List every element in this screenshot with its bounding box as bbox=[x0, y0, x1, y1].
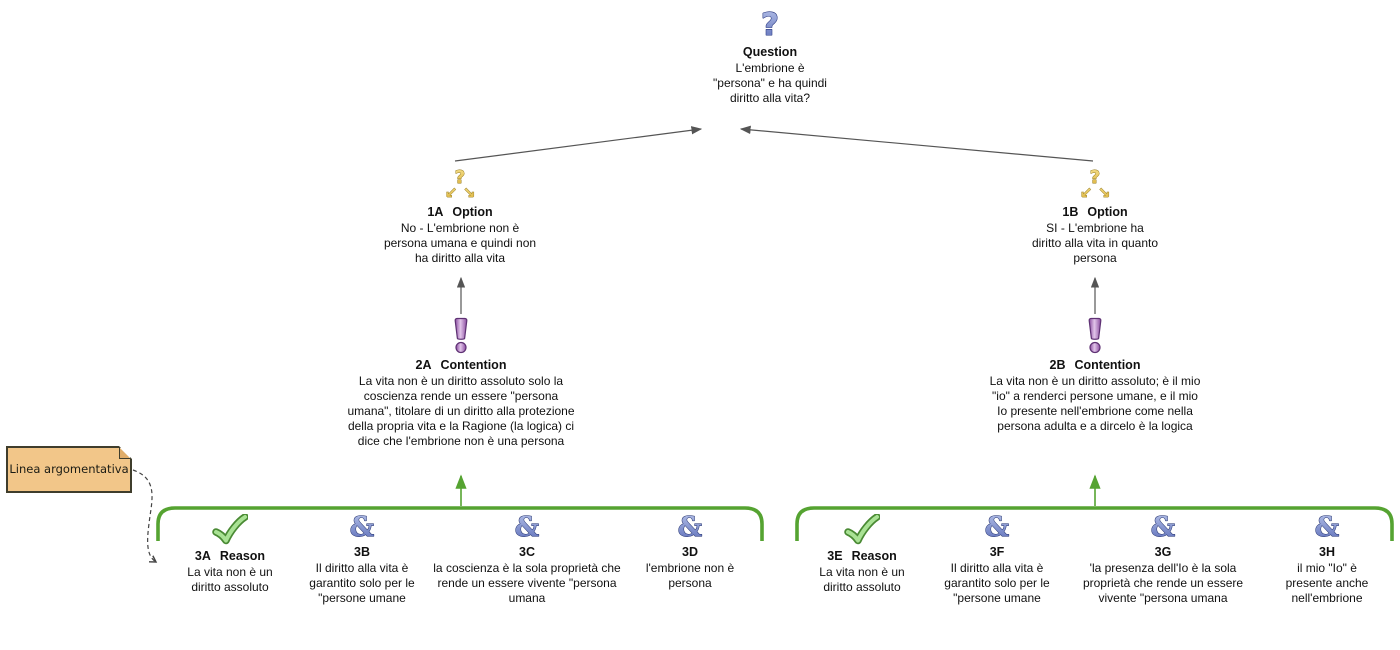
node-text: il mio "Io" è presente anche nell'embrione bbox=[1285, 561, 1369, 605]
option-icon bbox=[1078, 166, 1112, 202]
node-text: SI - L'embrione ha diritto alla vita in quanto persona bbox=[1031, 221, 1159, 265]
node-id: 3B bbox=[354, 545, 370, 559]
node-reason-3b[interactable] bbox=[300, 510, 424, 606]
svg-text:&: & bbox=[349, 512, 375, 542]
node-header bbox=[1319, 545, 1335, 559]
node-id: 3G bbox=[1154, 545, 1172, 559]
node-header bbox=[427, 205, 492, 219]
node-type-label: Reason bbox=[851, 549, 897, 563]
node-id: 2A bbox=[415, 358, 432, 372]
svg-text:&: & bbox=[514, 512, 540, 542]
and-icon bbox=[983, 510, 1011, 542]
node-text: Il diritto alla vita è garantito solo per le "persone umane bbox=[944, 561, 1050, 605]
node-contention-2a[interactable] bbox=[345, 317, 577, 449]
node-id: 3D bbox=[682, 545, 698, 559]
node-header bbox=[195, 549, 265, 563]
svg-text:&: & bbox=[1314, 512, 1340, 542]
and-icon bbox=[513, 510, 541, 542]
option-icon bbox=[443, 166, 477, 202]
node-type-label: Option bbox=[1087, 205, 1128, 219]
node-id: 1A bbox=[427, 205, 444, 219]
contention-exclamation-icon bbox=[452, 317, 470, 355]
node-text: l'embrione non è persona bbox=[645, 561, 735, 590]
check-icon bbox=[844, 514, 880, 546]
svg-text:&: & bbox=[984, 512, 1010, 542]
svg-text:?: ? bbox=[1089, 167, 1101, 188]
svg-text:&: & bbox=[1150, 512, 1176, 542]
svg-text:&: & bbox=[677, 512, 703, 542]
node-header bbox=[1155, 545, 1172, 559]
node-header bbox=[519, 545, 535, 559]
node-type-label: Reason bbox=[219, 549, 266, 563]
note-text: Linea argomentativa bbox=[9, 462, 129, 476]
svg-text:↘: ↘ bbox=[462, 184, 476, 202]
node-header bbox=[827, 549, 896, 563]
and-icon bbox=[1313, 510, 1341, 542]
node-text: No - L'embrione non è persona umana e quindi non ha diritto alla vita bbox=[383, 221, 537, 265]
node-text: La vita non è un diritto assoluto bbox=[819, 565, 905, 594]
node-text: La vita non è un diritto assoluto; è il mio "io" a renderci persone umane, e il mio Io presente nell'embrione come nella persona adulta e a dircelo è la logica bbox=[989, 374, 1201, 433]
node-option-1a[interactable] bbox=[379, 166, 541, 266]
svg-text:?: ? bbox=[761, 7, 779, 42]
edge-option1a-question bbox=[455, 129, 701, 161]
node-text: la coscienza è la sola proprietà che rende un essere vivente "persona umana bbox=[433, 561, 621, 605]
svg-text:↘: ↘ bbox=[1097, 184, 1111, 202]
svg-text:?: ? bbox=[454, 167, 466, 188]
and-icon bbox=[348, 510, 376, 542]
node-reason-3d[interactable] bbox=[634, 510, 746, 591]
node-option-1b[interactable] bbox=[1031, 166, 1159, 266]
svg-text:↙: ↙ bbox=[444, 184, 458, 202]
node-text: 'la presenza dell'Io è la sola proprietà che rende un essere vivente "persona umana bbox=[1082, 561, 1244, 605]
node-question[interactable] bbox=[711, 6, 829, 106]
and-icon bbox=[676, 510, 704, 542]
node-id: 3F bbox=[989, 545, 1005, 559]
node-header bbox=[990, 545, 1005, 559]
node-type-label: Contention bbox=[1074, 358, 1141, 372]
node-text: Il diritto alla vita è garantito solo per le "persone umane bbox=[309, 561, 415, 605]
node-reason-3e[interactable] bbox=[806, 514, 918, 595]
node-type-label: Question bbox=[742, 45, 798, 59]
node-reason-3f[interactable] bbox=[935, 510, 1059, 606]
node-id: 3E bbox=[827, 549, 843, 563]
node-reason-3a[interactable] bbox=[174, 514, 286, 595]
node-reason-3h[interactable] bbox=[1276, 510, 1378, 606]
svg-text:↙: ↙ bbox=[1079, 184, 1093, 202]
note-fold-corner-inner bbox=[120, 448, 130, 458]
node-header bbox=[1050, 358, 1141, 372]
node-header bbox=[682, 545, 698, 559]
node-id: 2B bbox=[1049, 358, 1066, 372]
node-type-label: Option bbox=[452, 205, 493, 219]
note-pointer-arrow bbox=[133, 470, 156, 562]
edge-option1b-question bbox=[741, 129, 1093, 161]
node-reason-3c[interactable] bbox=[432, 510, 622, 606]
note-linea-argomentativa[interactable] bbox=[6, 446, 132, 493]
node-text: La vita non è un diritto assoluto solo la coscienza rende un essere "persona umana", titolare di un diritto alla protezione della propria vita e la Ragione (la logica) ci dice che l'embrione non è una persona bbox=[347, 374, 575, 448]
check-icon bbox=[212, 514, 248, 546]
node-id: 3C bbox=[519, 545, 535, 559]
node-contention-2b[interactable] bbox=[988, 317, 1202, 434]
node-id: 3A bbox=[194, 549, 211, 563]
node-id: 3H bbox=[1319, 545, 1335, 559]
node-header bbox=[354, 545, 370, 559]
node-reason-3g[interactable] bbox=[1068, 510, 1258, 606]
node-id: 1B bbox=[1062, 205, 1079, 219]
node-text: L'embrione è "persona" e ha quindi diritto alla vita? bbox=[713, 61, 827, 105]
and-icon bbox=[1149, 510, 1177, 542]
node-text: La vita non è un diritto assoluto bbox=[187, 565, 273, 594]
question-icon bbox=[754, 6, 786, 42]
contention-exclamation-icon bbox=[1086, 317, 1104, 355]
node-type-label: Contention bbox=[440, 358, 507, 372]
node-header bbox=[416, 358, 507, 372]
node-header bbox=[1062, 205, 1127, 219]
